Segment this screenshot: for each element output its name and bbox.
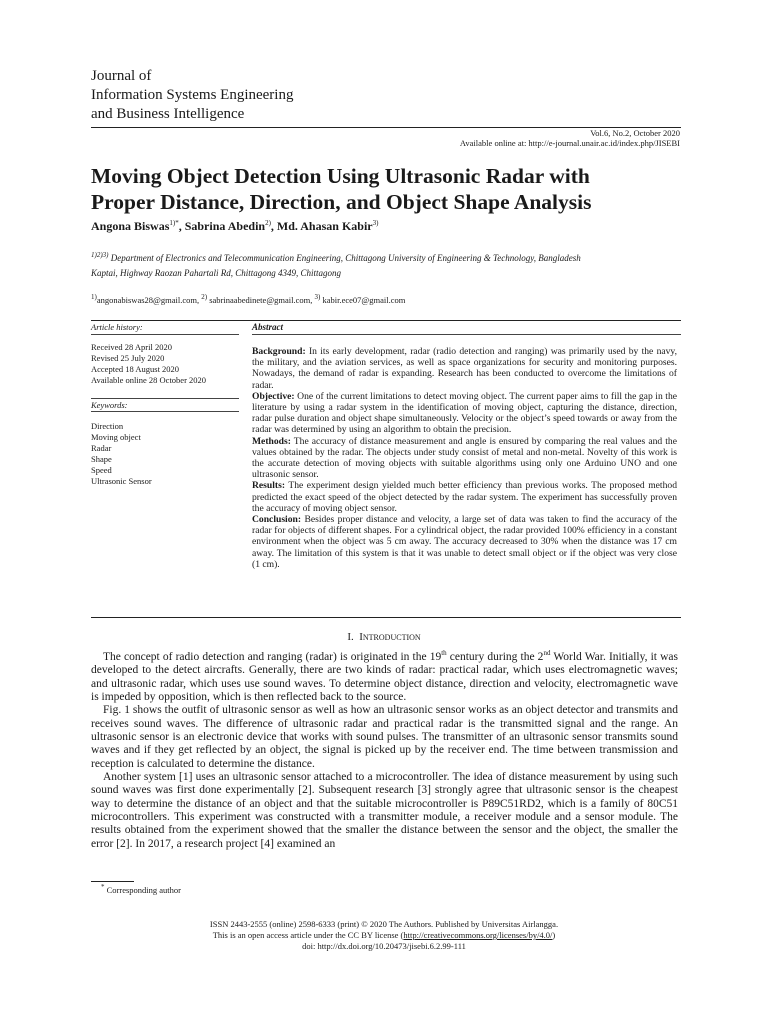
article-history-label: Article history: [91, 322, 143, 332]
journal-name [91, 67, 293, 124]
online-date: Available online 28 October 2020 [91, 375, 207, 385]
abstract-objective-text: One of the current limitations to detect moving object. The current paper aims to fill the gap in the literature by using a radar system in the identification of moving object, capturing the distance, direction, radar pulse duration and object shape simultaneously. Velocity or the object’s speed towards or away from the radar was determined by using an algorithm to obtain the precision. [252, 390, 677, 436]
abstract-background-text: In its early development, radar (radio detection and ranging) was primarily used by the navy, the military, and the aviation services, as well as space organizations for security and monitoring purposes. Nowadays, the demand of radar is expanding. Research has been conducted to overcome the limitations of radar. [252, 346, 677, 391]
email-2-mark: 2) [201, 293, 208, 301]
keyword: Speed [91, 465, 112, 475]
abstract-background [252, 346, 677, 391]
title-line-1: Moving Object Detection Using Ultrasonic Radar with [91, 164, 590, 188]
author-3-mark: 3) [372, 219, 379, 227]
journal-name-line-1: Journal of [91, 68, 152, 84]
accepted-date: Accepted 18 August 2020 [91, 364, 180, 374]
paragraph-1 [91, 647, 678, 704]
abstract-background-label: Background: [252, 346, 306, 357]
abstract-rule [252, 334, 681, 335]
abstract-results-text: The experiment design yielded much better efficiency than previous works. The proposed method predicted the exact speed of the object detected by the radar system. The experiment has successfully proven the accuracy of moving object sensor. [252, 480, 677, 514]
abstract-methods-text: The accuracy of distance measurement and angle is ensured by comparing the real values and the values obtained by the radar. The objects under study consist of metal and non-metal. Novelty of this work is the accurate detection of moving objects with suitable algorithms using only one Arduino UNO and one ultrasonic sensor. [252, 435, 677, 481]
paragraph-1-text-c: World War. Initially, it was developed to the detect aircrafts. Generally, there are two kinds of radar: practical radar, which uses electromagnetic waves; and ultrasonic radar, which uses use sound waves. To determine object distance, direction and velocity, electromagnetic wave is impeded by opposition, which is then reflected back to the source. [91, 650, 678, 703]
title-line-2: Proper Distance, Direction, and Object Shape Analysis [91, 190, 592, 214]
volume-issue: Vol.6, No.2, October 2020 [590, 128, 680, 138]
author-1: Angona Biswas [91, 219, 170, 233]
abstract-conclusion-label: Conclusion: [252, 514, 302, 526]
footnote-text: Corresponding author [104, 884, 181, 895]
superscript-nd: nd [543, 649, 551, 657]
article-info-top-rule [91, 320, 681, 321]
available-online-url: Available online at: http://e-journal.unair.ac.id/index.php/JISEBI [459, 138, 680, 148]
paper-title [91, 163, 691, 215]
abstract-body [252, 346, 677, 570]
doi-line[interactable]: doi: http://dx.doi.org/10.20473/jisebi.6.2.99-111 [302, 941, 466, 951]
volume-info [460, 128, 680, 148]
email-3-mark: 3) [314, 293, 321, 301]
license-close: ) [552, 930, 556, 940]
superscript-th: th [441, 649, 447, 657]
keyword: Ultrasonic Sensor [91, 476, 152, 486]
history-rule [91, 334, 239, 335]
keyword: Shape [91, 454, 112, 464]
paragraph-3: Another system [1] uses an ultrasonic sensor attached to a microcontroller. The idea of distance measurement by using such sound waves was first done experimentally [2]. Subsequent research [3] strongly agree that ultrasonic sensor is the cheapest way to determine the distance of an object and that the suitable microcontroller is P89C51RD2, which is a family of 80C51 microcontrollers. This experiment was constructed with a transmitter module, a receiver module and a sensor module. The results obtained from the experiment showed that the smaller the distance between the sensor and the object, the smaller the error [2]. In 2017, a research project [4] examined an [91, 770, 678, 850]
abstract-objective-label: Objective: [252, 390, 295, 402]
article-history [91, 342, 206, 386]
abstract-objective [252, 391, 677, 436]
keyword: Radar [91, 443, 112, 453]
author-2-mark: 2) [265, 219, 271, 227]
abstract-label: Abstract [252, 322, 284, 332]
affiliation-address: Kaptai, Highway Raozan Pahartali Rd, Chittagong 4349, Chittagong [91, 268, 342, 278]
email-3: kabir.ece07@gmail.com [320, 294, 406, 305]
email-2: sabrinaabedinete@gmail.com, [207, 294, 315, 305]
license-link[interactable]: http://creativecommons.org/licenses/by/4.0/ [403, 930, 553, 940]
body-text [91, 647, 678, 851]
abstract-conclusion [252, 514, 677, 570]
abstract-methods-label: Methods: [252, 435, 291, 447]
author-3: , Md. Ahasan Kabir [270, 219, 373, 233]
author-2: , Sabrina Abedin [178, 219, 266, 233]
author-1-mark: 1)* [169, 219, 179, 227]
license-line [0, 930, 768, 941]
keywords-rule [91, 411, 239, 412]
keywords-label: Keywords: [91, 400, 128, 410]
affiliation-mark: 1)2)3) [91, 251, 109, 259]
revised-date: Revised 25 July 2020 [91, 353, 165, 363]
paragraph-1-text-b: century during the 2 [446, 650, 544, 663]
license-text: This is an open access article under the CC BY license ( [212, 930, 404, 940]
section-title: Introduction [359, 631, 421, 643]
article-info-bottom-rule [91, 617, 681, 618]
keyword: Direction [91, 421, 124, 431]
footnote-rule [91, 881, 134, 882]
section-number: I. [347, 631, 354, 643]
author-list [91, 219, 378, 234]
journal-name-line-2: Information Systems Engineering [91, 87, 294, 103]
abstract-results [252, 480, 677, 514]
affiliation-department: Department of Electronics and Telecommunication Engineering, Chittagong University of Engineering & Technology, Bangladesh [108, 253, 581, 263]
author-emails [91, 293, 405, 305]
issn-line: ISSN 2443-2555 (online) 2598-6333 (print) © 2020 The Authors. Published by Universitas Airlangga. [209, 919, 559, 929]
email-1-mark: 1) [91, 293, 97, 301]
keywords-top-rule [91, 398, 239, 399]
journal-name-line-3: and Business Intelligence [91, 106, 245, 122]
received-date: Received 28 April 2020 [91, 342, 172, 352]
paragraph-1-text-a: The concept of radio detection and ranging (radar) is originated in the 19 [103, 650, 442, 663]
abstract-methods [252, 436, 677, 481]
footnote-mark: * [101, 883, 105, 891]
keyword: Moving object [91, 432, 141, 442]
abstract-conclusion-text: Besides proper distance and velocity, a large set of data was taken to find the accuracy of the radar for objects of different shapes. For a cylindrical object, the radar provided 100% efficiency in a constant environment when the object was 5 cm away. The accuracy decreased to 30% when the distance was 17 cm away. The limitation of this system is that it was unable to detect small object or if the object was very close (1 cm). [252, 514, 677, 570]
affiliation [91, 249, 676, 279]
paragraph-2: Fig. 1 shows the outfit of ultrasonic sensor as well as how an ultrasonic sensor works as an object detector and transmits and receives sound waves. The difference of ultrasonic radar and practical radar is the transmitted signal and the range. An ultrasonic sensor is an electronic device that works with sound pulses. The transmitter of an ultrasonic sensor transmits sound waves and if they get reflected by an object, the signal is picked up by the receiver end. The time between transmission and reception is calculated to determine the distance. [91, 704, 678, 770]
abstract-results-label: Results: [252, 480, 286, 492]
page-footer [0, 919, 768, 952]
keywords-list [91, 421, 152, 487]
email-1: angonabiswas28@gmail.com, [96, 294, 202, 305]
footnote [101, 883, 181, 895]
section-heading [0, 631, 768, 643]
